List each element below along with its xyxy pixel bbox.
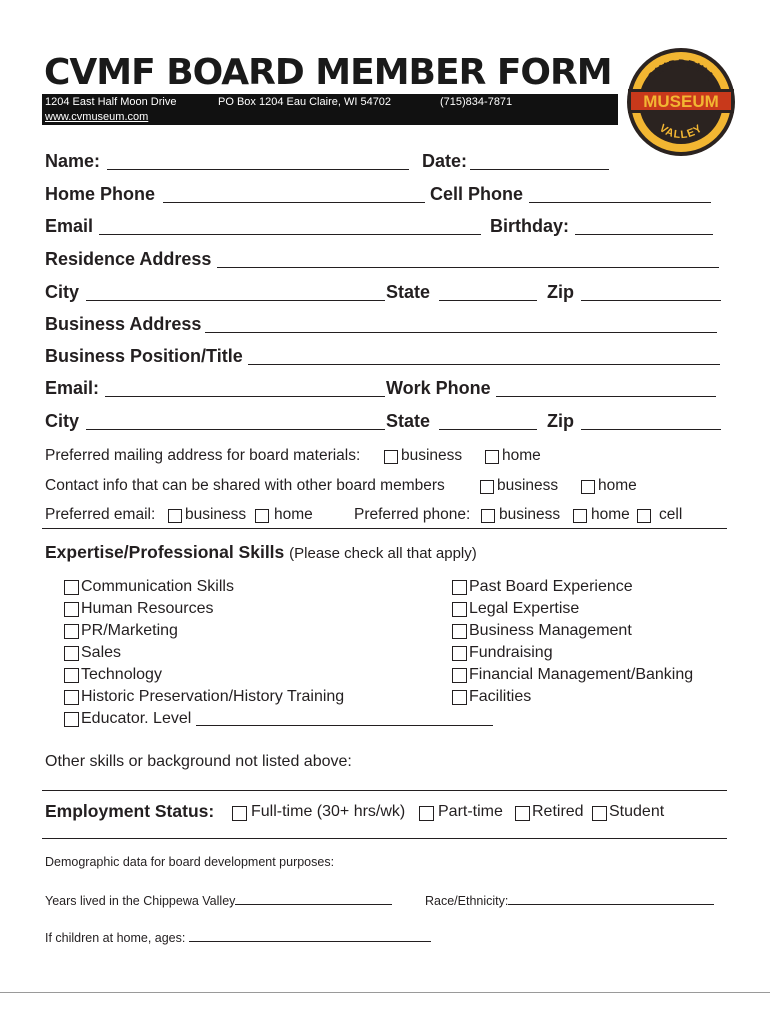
- skill-checkbox[interactable]: [452, 646, 467, 661]
- fulltime-label: Full-time (30+ hrs/wk): [251, 803, 406, 820]
- skill-label: Facilities: [469, 688, 532, 705]
- expertise-heading: [45, 542, 477, 563]
- skill-label: PR/Marketing: [81, 622, 178, 639]
- shared-home-checkbox[interactable]: [581, 480, 595, 494]
- zip-label: Zip: [547, 282, 574, 302]
- pref-email-business-checkbox[interactable]: [168, 509, 182, 523]
- other-skills-label: Other skills or background not listed above:: [45, 753, 352, 770]
- city-field[interactable]: [86, 282, 385, 301]
- years-field[interactable]: [235, 892, 392, 905]
- address-text: 1204 East Half Moon Drive: [45, 96, 177, 108]
- skill-label: Financial Management/Banking: [469, 666, 694, 683]
- skill-checkbox[interactable]: [452, 624, 467, 639]
- race-field[interactable]: [508, 892, 714, 905]
- skill-checkbox[interactable]: [64, 668, 79, 683]
- zip2-label: Zip: [547, 411, 574, 431]
- expertise-note: (Please check all that apply): [289, 545, 477, 562]
- state-field[interactable]: [439, 282, 537, 301]
- logo-center-text: MUSEUM: [643, 92, 719, 111]
- city2-label: City: [45, 411, 80, 431]
- divider-2: [42, 790, 727, 791]
- state2-field[interactable]: [439, 411, 537, 430]
- city-label: City: [45, 282, 80, 302]
- skill-label: Past Board Experience: [469, 578, 633, 595]
- pref-email-label: Preferred email:: [45, 506, 156, 523]
- shared-home-label: home: [598, 477, 637, 494]
- residence-address-field[interactable]: [217, 249, 719, 268]
- cell-phone-field[interactable]: [529, 184, 711, 203]
- children-row: [45, 929, 431, 945]
- form-title: CVMF BOARD MEMBER FORM: [44, 52, 612, 93]
- skill-checkbox[interactable]: [64, 602, 79, 617]
- years-label: Years lived in the Chippewa Valley: [45, 894, 236, 908]
- cell-phone-label: Cell Phone: [430, 184, 524, 204]
- children-label: If children at home, ages:: [45, 931, 186, 945]
- email-field[interactable]: [99, 216, 481, 235]
- logo-bottom-text: VALLEY: [656, 122, 706, 142]
- mailing-business-checkbox[interactable]: [384, 450, 398, 464]
- skill-label: Technology: [81, 666, 162, 683]
- skill-label: Business Management: [469, 622, 632, 639]
- divider-3: [42, 838, 727, 839]
- skill-label: Historic Preservation/History Training: [81, 688, 345, 705]
- skill-checkbox[interactable]: [64, 690, 79, 705]
- pref-phone-home-label: home: [591, 506, 630, 523]
- home-phone-label: Home Phone: [45, 184, 156, 204]
- page-bottom-edge: [0, 992, 770, 993]
- name-label: Name:: [45, 151, 101, 171]
- state-label: State: [386, 282, 431, 302]
- pref-email-home-label: home: [274, 506, 313, 523]
- parttime-label: Part-time: [438, 803, 503, 820]
- skill-checkbox[interactable]: [64, 712, 79, 727]
- pref-phone-cell-label: cell: [659, 506, 683, 523]
- demographic-intro: Demographic data for board development purposes:: [45, 855, 335, 869]
- skill-checkbox[interactable]: [64, 580, 79, 595]
- skill-label: Fundraising: [469, 644, 553, 661]
- website-link[interactable]: www.cvmuseum.com: [45, 111, 149, 123]
- race-row: [425, 892, 714, 908]
- chippewa-valley-museum-logo: [626, 47, 736, 157]
- skill-checkbox[interactable]: [452, 580, 467, 595]
- divider-1: [42, 528, 727, 529]
- employment-title: Employment Status:: [45, 801, 215, 821]
- zip2-field[interactable]: [581, 411, 721, 430]
- retired-label: Retired: [532, 803, 584, 820]
- retired-checkbox[interactable]: [515, 806, 530, 821]
- race-label: Race/Ethnicity:: [425, 894, 509, 908]
- skill-checkbox[interactable]: [452, 602, 467, 617]
- skill-label: Legal Expertise: [469, 600, 580, 617]
- email-label: Email: [45, 216, 94, 236]
- educator-level-field[interactable]: [196, 725, 493, 726]
- po-box-text: PO Box 1204 Eau Claire, WI 54702: [218, 96, 392, 108]
- birthday-label: Birthday:: [490, 216, 570, 236]
- skill-checkbox[interactable]: [64, 646, 79, 661]
- date-label: Date:: [422, 151, 468, 171]
- email2-field[interactable]: [105, 378, 385, 397]
- children-field[interactable]: [189, 929, 431, 942]
- skill-checkbox[interactable]: [452, 668, 467, 683]
- mailing-home-label: home: [502, 447, 541, 464]
- city2-field[interactable]: [86, 411, 385, 430]
- mailing-business-label: business: [401, 447, 463, 464]
- parttime-checkbox[interactable]: [419, 806, 434, 821]
- skill-checkbox[interactable]: [64, 624, 79, 639]
- business-address-label: Business Address: [45, 314, 202, 334]
- shared-business-checkbox[interactable]: [480, 480, 494, 494]
- business-position-label: Business Position/Title: [45, 346, 243, 366]
- mailing-home-checkbox[interactable]: [485, 450, 499, 464]
- work-phone-label: Work Phone: [386, 378, 491, 398]
- residence-address-label: Residence Address: [45, 249, 212, 269]
- home-phone-field[interactable]: [163, 184, 425, 203]
- skill-label: Sales: [81, 644, 122, 661]
- student-checkbox[interactable]: [592, 806, 607, 821]
- pref-phone-business-checkbox[interactable]: [481, 509, 495, 523]
- business-position-field[interactable]: [248, 346, 720, 365]
- date-field[interactable]: [470, 151, 609, 170]
- business-address-field[interactable]: [205, 314, 717, 333]
- pref-phone-cell-checkbox[interactable]: [637, 509, 651, 523]
- birthday-field[interactable]: [575, 216, 713, 235]
- zip-field[interactable]: [581, 282, 721, 301]
- pref-email-home-checkbox[interactable]: [255, 509, 269, 523]
- email2-label: Email:: [45, 378, 100, 398]
- mailing-pref-label: Preferred mailing address for board materials:: [45, 447, 361, 464]
- state2-label: State: [386, 411, 431, 431]
- skill-label: Educator. Level: [81, 710, 192, 727]
- contact-bar: [42, 94, 618, 125]
- phone-text: (715)834-7871: [440, 96, 513, 108]
- shared-business-label: business: [497, 477, 559, 494]
- shared-pref-label: Contact info that can be shared with other board members: [45, 477, 445, 494]
- pref-phone-business-label: business: [499, 506, 561, 523]
- skill-checkbox[interactable]: [452, 690, 467, 705]
- skill-label: Human Resources: [81, 600, 214, 617]
- pref-phone-label: Preferred phone:: [354, 506, 471, 523]
- logo-top-text: CHIPPEWA: [645, 57, 717, 84]
- work-phone-field[interactable]: [496, 378, 716, 397]
- years-row: [45, 892, 392, 908]
- student-label: Student: [609, 803, 665, 820]
- pref-email-business-label: business: [185, 506, 247, 523]
- pref-phone-home-checkbox[interactable]: [573, 509, 587, 523]
- fulltime-checkbox[interactable]: [232, 806, 247, 821]
- expertise-title: Expertise/Professional Skills: [45, 542, 285, 562]
- name-field[interactable]: [107, 151, 409, 170]
- skill-label: Communication Skills: [81, 578, 234, 595]
